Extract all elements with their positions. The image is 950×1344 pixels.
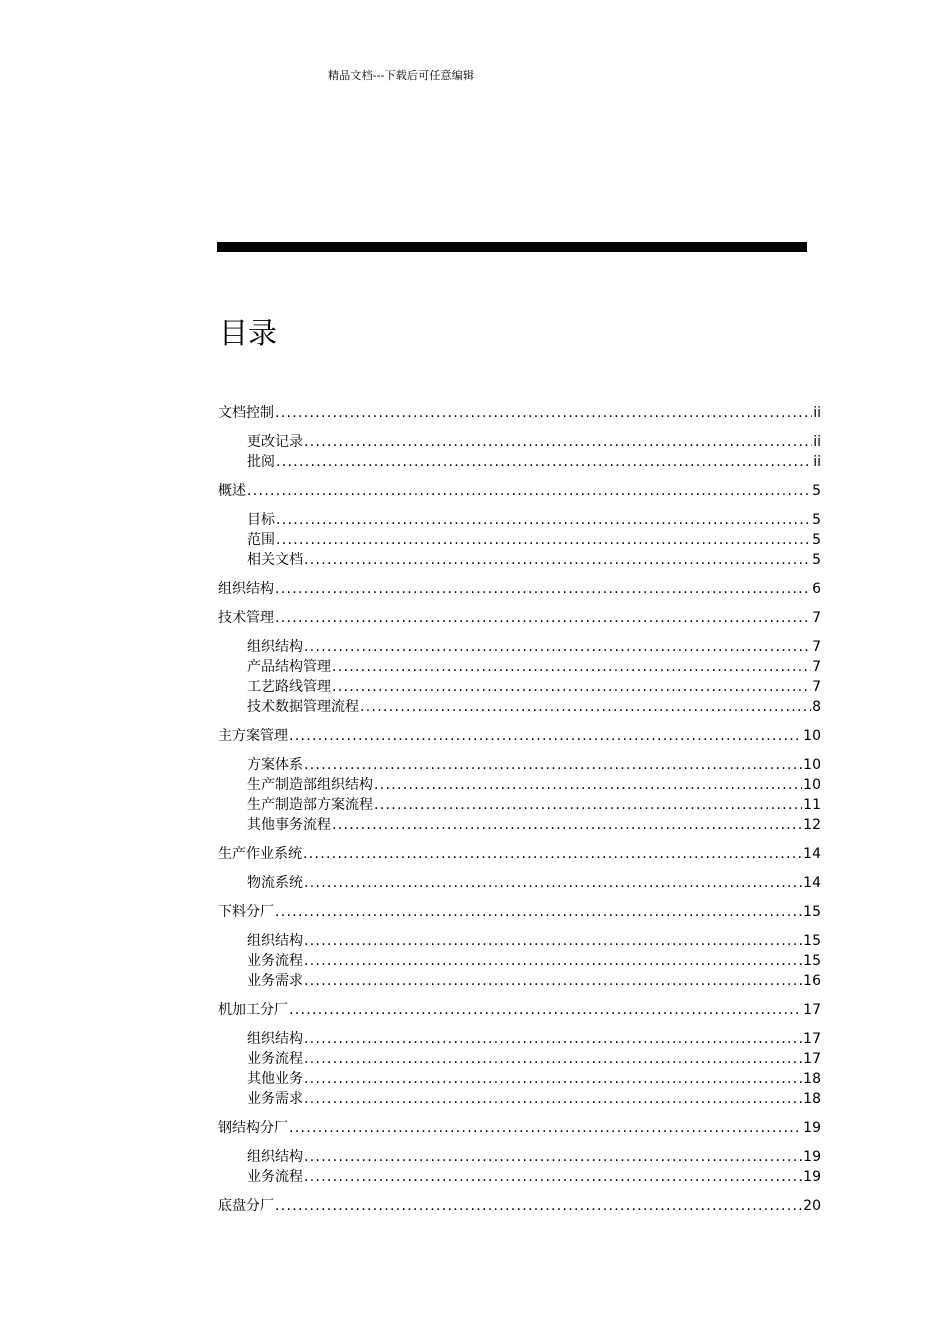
- toc-entry-page-number: 7: [812, 639, 821, 655]
- toc-dot-leader: [304, 755, 802, 775]
- toc-entry-section[interactable]: [218, 795, 821, 815]
- toc-dot-leader: [304, 873, 802, 893]
- toc-dot-leader: [276, 510, 811, 530]
- toc-dot-leader: [276, 530, 811, 550]
- toc-entry-label: 产品结构管理: [247, 659, 331, 675]
- toc-entry-page-number: 10: [803, 728, 821, 744]
- toc-dot-leader: [304, 1069, 802, 1089]
- toc-entry-chapter[interactable]: [218, 1118, 821, 1138]
- toc-dot-leader: [289, 726, 802, 746]
- toc-entry-section[interactable]: [218, 677, 821, 697]
- toc-dot-leader: [304, 951, 802, 971]
- toc-dot-leader: [304, 1167, 802, 1187]
- toc-entry-page-number: ii: [813, 434, 821, 450]
- toc-dot-leader: [275, 1196, 802, 1216]
- toc-entry-label: 概述: [218, 483, 246, 499]
- toc-dot-leader: [275, 403, 812, 423]
- toc-entry-label: 技术管理: [218, 610, 274, 626]
- toc-entry-label: 业务流程: [247, 1169, 303, 1185]
- toc-entry-section[interactable]: [218, 971, 821, 991]
- toc-dot-leader: [304, 931, 802, 951]
- toc-entry-chapter[interactable]: [218, 726, 821, 746]
- toc-entry-page-number: ii: [813, 454, 821, 470]
- toc-entry-label: 组织结构: [247, 1031, 303, 1047]
- toc-dot-leader: [374, 795, 802, 815]
- toc-entry-chapter[interactable]: [218, 844, 821, 864]
- toc-entry-label: 其他事务流程: [247, 817, 331, 833]
- toc-entry-section[interactable]: [218, 951, 821, 971]
- toc-entry-label: 其他业务: [247, 1071, 303, 1087]
- toc-dot-leader: [304, 971, 802, 991]
- toc-entry-page-number: 7: [812, 679, 821, 695]
- toc-entry-label: 组织结构: [247, 1149, 303, 1165]
- toc-entry-section[interactable]: [218, 510, 821, 530]
- toc-dot-leader: [304, 1089, 802, 1109]
- toc-entry-page-number: 8: [812, 699, 821, 715]
- toc-entry-page-number: 19: [803, 1120, 821, 1136]
- toc-entry-section[interactable]: [218, 1069, 821, 1089]
- toc-dot-leader: [275, 579, 811, 599]
- toc-dot-leader: [332, 657, 811, 677]
- toc-entry-label: 底盘分厂: [218, 1198, 274, 1214]
- toc-entry-section[interactable]: [218, 452, 821, 472]
- toc-entry-page-number: 5: [812, 512, 821, 528]
- toc-dot-leader: [332, 815, 802, 835]
- toc-entry-label: 目标: [247, 512, 275, 528]
- toc-dot-leader: [360, 697, 811, 717]
- toc-entry-page-number: 10: [803, 757, 821, 773]
- toc-entry-section[interactable]: [218, 432, 821, 452]
- toc-entry-section[interactable]: [218, 815, 821, 835]
- toc-entry-chapter[interactable]: [218, 579, 821, 599]
- toc-dot-leader: [304, 432, 812, 452]
- table-of-contents: [218, 403, 821, 1216]
- header-note: 精品文档---下载后可任意编辑: [328, 69, 475, 82]
- toc-entry-page-number: 10: [803, 777, 821, 793]
- toc-entry-section[interactable]: [218, 657, 821, 677]
- toc-entry-page-number: 5: [812, 532, 821, 548]
- toc-entry-page-number: ii: [813, 405, 821, 421]
- toc-dot-leader: [303, 844, 802, 864]
- toc-entry-chapter[interactable]: [218, 403, 821, 423]
- toc-entry-page-number: 7: [812, 610, 821, 626]
- toc-entry-section[interactable]: [218, 1147, 821, 1167]
- toc-entry-page-number: 17: [803, 1002, 821, 1018]
- toc-dot-leader: [304, 1147, 802, 1167]
- toc-entry-label: 钢结构分厂: [218, 1120, 288, 1136]
- toc-entry-page-number: 17: [803, 1051, 821, 1067]
- toc-entry-section[interactable]: [218, 697, 821, 717]
- toc-entry-chapter[interactable]: [218, 481, 821, 501]
- toc-entry-label: 组织结构: [247, 639, 303, 655]
- toc-entry-page-number: 19: [803, 1169, 821, 1185]
- toc-entry-chapter[interactable]: [218, 902, 821, 922]
- toc-entry-page-number: 6: [812, 581, 821, 597]
- toc-entry-label: 方案体系: [247, 757, 303, 773]
- toc-entry-label: 更改记录: [247, 434, 303, 450]
- toc-dot-leader: [304, 637, 811, 657]
- toc-entry-section[interactable]: [218, 873, 821, 893]
- toc-dot-leader: [275, 902, 802, 922]
- toc-dot-leader: [289, 1000, 802, 1020]
- toc-entry-section[interactable]: [218, 1029, 821, 1049]
- toc-entry-chapter[interactable]: [218, 1000, 821, 1020]
- toc-entry-label: 生产制造部方案流程: [247, 797, 373, 813]
- toc-entry-page-number: 15: [803, 904, 821, 920]
- toc-entry-page-number: 14: [803, 875, 821, 891]
- toc-entry-page-number: 15: [803, 953, 821, 969]
- toc-entry-section[interactable]: [218, 637, 821, 657]
- toc-entry-label: 业务流程: [247, 953, 303, 969]
- toc-entry-page-number: 15: [803, 933, 821, 949]
- toc-entry-page-number: 12: [803, 817, 821, 833]
- toc-entry-label: 主方案管理: [218, 728, 288, 744]
- toc-entry-page-number: 7: [812, 659, 821, 675]
- toc-entry-page-number: 18: [803, 1071, 821, 1087]
- toc-entry-page-number: 16: [803, 973, 821, 989]
- toc-entry-section[interactable]: [218, 775, 821, 795]
- toc-dot-leader: [276, 452, 812, 472]
- toc-dot-leader: [275, 608, 811, 628]
- toc-title: 目录: [219, 316, 278, 351]
- toc-entry-label: 批阅: [247, 454, 275, 470]
- toc-entry-label: 业务需求: [247, 1091, 303, 1107]
- toc-entry-label: 组织结构: [218, 581, 274, 597]
- toc-entry-label: 组织结构: [247, 933, 303, 949]
- toc-entry-section[interactable]: [218, 931, 821, 951]
- toc-entry-label: 生产作业系统: [218, 846, 302, 862]
- toc-entry-label: 生产制造部组织结构: [247, 777, 373, 793]
- toc-entry-section[interactable]: [218, 755, 821, 775]
- toc-entry-page-number: 11: [803, 797, 821, 813]
- toc-entry-section[interactable]: [218, 1089, 821, 1109]
- toc-entry-section[interactable]: [218, 530, 821, 550]
- toc-entry-label: 物流系统: [247, 875, 303, 891]
- toc-entry-section[interactable]: [218, 550, 821, 570]
- toc-entry-label: 机加工分厂: [218, 1002, 288, 1018]
- toc-dot-leader: [247, 481, 811, 501]
- toc-entry-chapter[interactable]: [218, 1196, 821, 1216]
- title-rule: [217, 242, 807, 252]
- toc-dot-leader: [289, 1118, 802, 1138]
- toc-entry-label: 工艺路线管理: [247, 679, 331, 695]
- toc-dot-leader: [374, 775, 802, 795]
- toc-entry-page-number: 14: [803, 846, 821, 862]
- toc-entry-page-number: 5: [812, 552, 821, 568]
- toc-entry-label: 下料分厂: [218, 904, 274, 920]
- toc-dot-leader: [304, 1029, 802, 1049]
- toc-entry-page-number: 19: [803, 1149, 821, 1165]
- toc-entry-label: 业务流程: [247, 1051, 303, 1067]
- toc-entry-label: 文档控制: [218, 405, 274, 421]
- toc-entry-page-number: 5: [812, 483, 821, 499]
- toc-entry-page-number: 18: [803, 1091, 821, 1107]
- toc-entry-page-number: 20: [803, 1198, 821, 1214]
- toc-dot-leader: [304, 550, 811, 570]
- toc-entry-section[interactable]: [218, 1049, 821, 1069]
- toc-entry-label: 范围: [247, 532, 275, 548]
- toc-entry-page-number: 17: [803, 1031, 821, 1047]
- toc-entry-section[interactable]: [218, 1167, 821, 1187]
- toc-entry-label: 相关文档: [247, 552, 303, 568]
- toc-entry-label: 业务需求: [247, 973, 303, 989]
- toc-dot-leader: [332, 677, 811, 697]
- toc-dot-leader: [304, 1049, 802, 1069]
- toc-entry-label: 技术数据管理流程: [247, 699, 359, 715]
- toc-entry-chapter[interactable]: [218, 608, 821, 628]
